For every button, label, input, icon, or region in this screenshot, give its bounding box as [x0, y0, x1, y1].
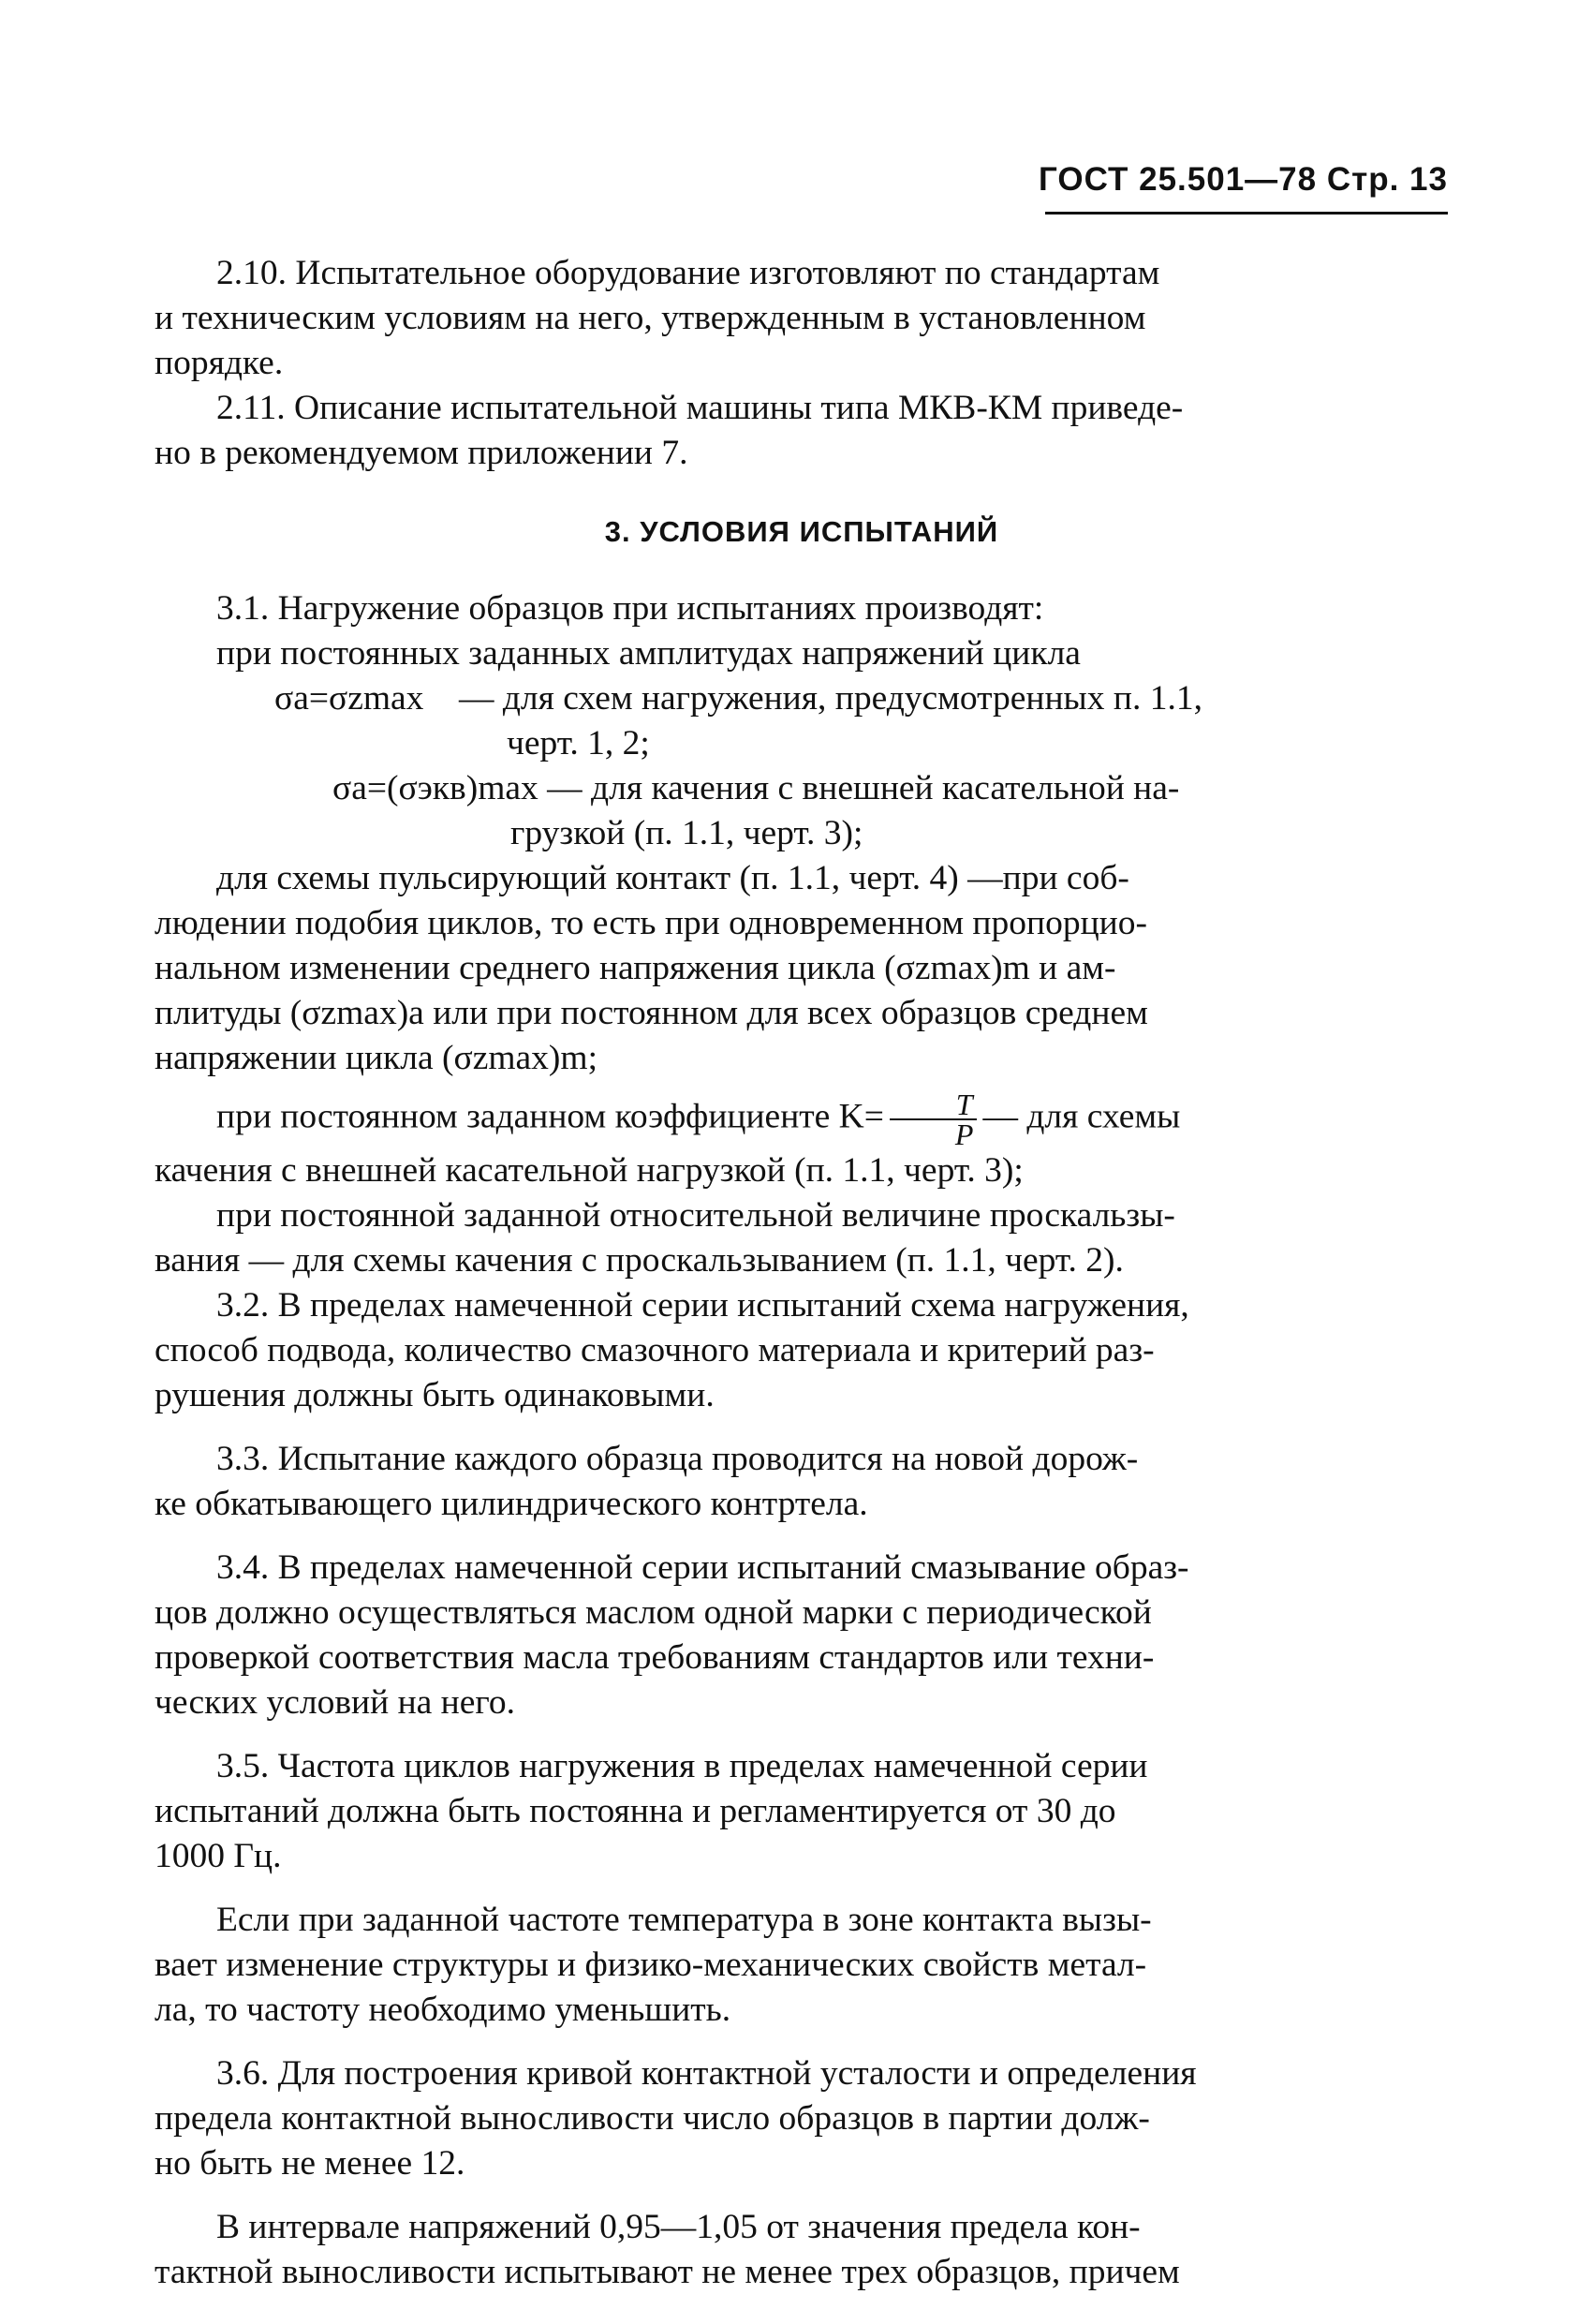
coefficient-text-post: — для схемы — [982, 1097, 1181, 1136]
header-rule — [1045, 212, 1448, 215]
para-3-4-line-1: 3.4. В пределах намеченной серии испытаний смазывание образ- — [216, 1548, 1189, 1587]
formula-2 — [155, 766, 1449, 811]
para-3-1-line-8: качения с внешней касательной нагрузкой (п. 1.1, черт. 3); — [155, 1151, 1024, 1190]
para-3-1-coefficient-line — [155, 1088, 1449, 1151]
para-3-4-line-2: цов должно осуществляться маслом одной марки с периодической — [155, 1593, 1152, 1632]
para-3-1-line-2: при постоянных заданных амплитудах напряжений цикла — [216, 634, 1081, 673]
para-2-11-line-2: но в рекомендуемом приложении 7. — [155, 434, 688, 472]
para-3-1-line-1: 3.1. Нагружение образцов при испытаниях производят: — [216, 589, 1044, 628]
para-3-6-line-2: предела контактной выносливости число образцов в партии долж- — [155, 2099, 1150, 2138]
para-3-5b-line-3: ла, то частоту необходимо уменьшить. — [155, 1991, 731, 2029]
formula-2-lhs: σa=(σэкв)max — [332, 769, 538, 807]
para-3-1-line-7: напряжении цикла (σzmax)m; — [155, 1039, 597, 1077]
para-3-2-line-1: 3.2. В пределах намеченной серии испытаний схема нагружения, — [216, 1286, 1189, 1325]
section-heading: 3. УСЛОВИЯ ИСПЫТАНИЙ — [604, 515, 999, 548]
formula-1 — [155, 676, 1449, 721]
para-3-5-line-3: 1000 Гц. — [155, 1837, 282, 1875]
fraction-numerator: T — [890, 1090, 978, 1120]
formula-1-lhs: σa=σzmax — [274, 679, 424, 718]
para-3-3-line-2: ке обкатывающего цилиндрического контртела. — [155, 1485, 868, 1523]
para-2-10-line-1: 2.10. Испытательное оборудование изготовляют по стандартам — [216, 254, 1160, 292]
para-3-3-line-1: 3.3. Испытание каждого образца проводится на новой дорож- — [216, 1440, 1139, 1478]
para-3-5b-line-1: Если при заданной частоте температура в зоне контакта вызы- — [216, 1901, 1152, 1939]
formula-2-rhs: — для качения с внешней касательной на- — [547, 769, 1180, 807]
para-3-4-line-3: проверкой соответствия масла требованиям стандартов или техни- — [155, 1638, 1155, 1677]
para-3-6-line-1: 3.6. Для построения кривой контактной усталости и определения — [216, 2054, 1197, 2093]
para-3-1-line-6: плитуды (σzmax)a или при постоянном для всех образцов среднем — [155, 994, 1148, 1032]
para-3-1-line-5: нальном изменении среднего напряжения цикла (σzmax)m и ам- — [155, 949, 1116, 987]
para-3-4-line-4: ческих условий на него. — [155, 1683, 515, 1722]
fraction-denominator: P — [954, 1118, 974, 1151]
para-2-11-line-1: 2.11. Описание испытательной машины типа МКВ-КМ приведе- — [216, 389, 1184, 427]
running-head: ГОСТ 25.501—78 Стр. 13 — [1039, 161, 1448, 198]
para-3-5-line-1: 3.5. Частота циклов нагружения в пределах намеченной серии — [216, 1747, 1148, 1785]
para-3-1-line-3: для схемы пульсирующий контакт (п. 1.1, черт. 4) —при соб- — [216, 859, 1129, 897]
para-3-5-line-2: испытаний должна быть постоянна и регламентируется от 30 до — [155, 1792, 1116, 1830]
para-3-6b-line-2: тактной выносливости испытывают не менее трех образцов, причем — [155, 2253, 1180, 2291]
coefficient-text-pre: при постоянном заданном коэффициенте K= — [216, 1097, 884, 1136]
para-3-6b-line-1: В интервале напряжений 0,95—1,05 от значения предела кон- — [216, 2208, 1141, 2246]
para-2-10-line-2: и техническим условиям на него, утвержденным в установленном — [155, 299, 1146, 337]
para-3-2-line-2: способ подвода, количество смазочного материала и критерий раз- — [155, 1331, 1155, 1369]
para-3-2-line-3: рушения должны быть одинаковыми. — [155, 1376, 715, 1414]
formula-2-continuation: грузкой (п. 1.1, черт. 3); — [510, 814, 863, 852]
coefficient-fraction — [890, 1088, 978, 1151]
para-2-10-line-3: порядке. — [155, 344, 284, 382]
formula-1-continuation: черт. 1, 2; — [507, 724, 650, 762]
body-text — [155, 251, 1449, 2295]
para-3-5b-line-2: вает изменение структуры и физико-механических свойств метал- — [155, 1946, 1147, 1984]
para-3-1-line-4: людении подобия циклов, то есть при одновременном пропорцио- — [155, 904, 1147, 942]
para-3-6-line-3: но быть не менее 12. — [155, 2144, 465, 2183]
para-3-1-line-10: вания — для схемы качения с проскальзыванием (п. 1.1, черт. 2). — [155, 1241, 1124, 1280]
para-3-1-line-9: при постоянной заданной относительной величине проскальзы- — [216, 1196, 1175, 1235]
formula-1-rhs: — для схем нагружения, предусмотренных п. 1.1, — [458, 679, 1202, 718]
